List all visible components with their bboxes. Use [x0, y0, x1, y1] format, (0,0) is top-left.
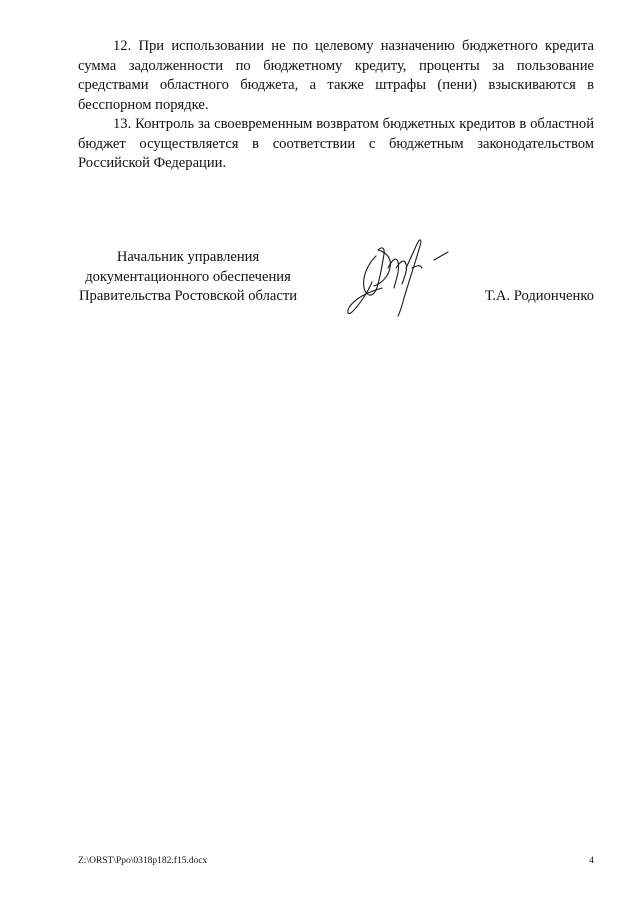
paragraph-12: 12. При использовании не по целевому назначению бюджетного кредита сумма задолженности по бюджетному кредиту, проценты за пользование средствами областного бюджета, а также штрафы (пени) взыскиваются в бесспорном порядке.	[78, 38, 594, 113]
signatory-title-line-3: Правительства Ростовской области	[78, 288, 298, 305]
footer-file-path: Z:\ORST\Ppo\0318p182.f15.docx	[78, 856, 208, 866]
signatory-title-line-1: Начальник управления	[116, 249, 260, 265]
signatory-title	[60, 248, 316, 307]
paragraph-13: 13. Контроль за своевременным возвратом бюджетных кредитов в областной бюджет осуществляется в соответствии с бюджетным законодательством Российской Федерации.	[78, 116, 594, 172]
signatory-title-line-2: документационного обеспечения	[85, 268, 291, 285]
signer-name: Т.А. Родионченко	[484, 288, 594, 304]
handwritten-signature	[338, 238, 454, 320]
footer-page-number: 4	[589, 856, 594, 866]
